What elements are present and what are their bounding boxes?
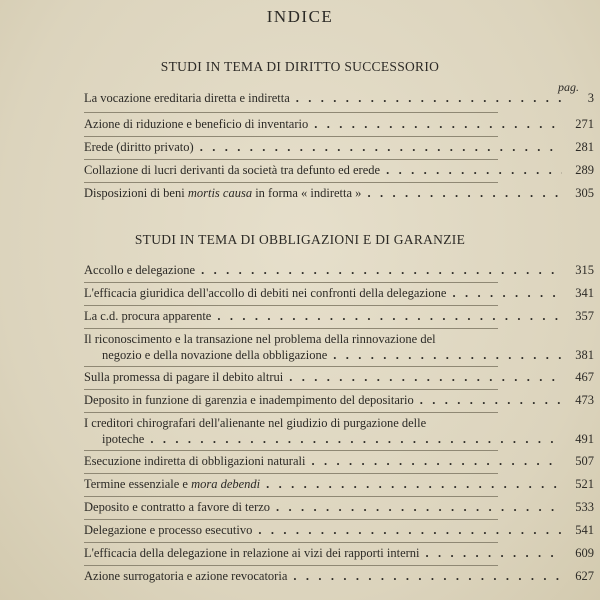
toc-entry[interactable] [84, 476, 594, 492]
toc-entry-page: 381 [575, 348, 594, 362]
section-heading-obbligazioni: STUDI IN TEMA DI OBBLIGAZIONI E DI GARANZIE [134, 232, 466, 247]
toc-entry-title-part: in forma « indiretta » [252, 186, 362, 200]
toc-entry-title [84, 476, 260, 492]
toc-entry-title: La vocazione ereditaria diretta e indiretta [84, 91, 290, 105]
toc-entry-page: 507 [575, 454, 594, 468]
toc-entry-page: 473 [575, 393, 594, 407]
toc-entry[interactable] [84, 162, 594, 178]
toc-entry[interactable] [84, 262, 594, 278]
page-title: INDICE [266, 7, 334, 26]
toc-entry-title: La c.d. procura apparente [84, 309, 212, 323]
divider [84, 412, 498, 413]
toc-entry-title-line1: Il riconoscimento e la transazione nel problema della rinnovazione del [84, 332, 436, 346]
toc-entry[interactable] [84, 415, 594, 447]
dot-leader [217, 308, 562, 324]
toc-entry-title: Azione surrogatoria e azione revocatoria [84, 569, 288, 583]
toc-entry-title-part: Termine essenziale e [84, 477, 192, 491]
toc-entry[interactable] [84, 545, 594, 561]
toc-entry-title-italic: mora debendi [191, 477, 261, 491]
divider [84, 112, 498, 113]
toc-entry[interactable] [84, 116, 594, 132]
divider [84, 305, 498, 306]
toc-entry-title: Sulla promessa di pagare il debito altrui [84, 370, 284, 384]
toc-entry-page: 627 [575, 569, 594, 583]
toc-entry[interactable] [84, 285, 594, 301]
toc-entry-page: 491 [575, 432, 594, 446]
toc-entry[interactable] [84, 90, 594, 106]
divider [84, 159, 498, 160]
toc-entry-page: 271 [575, 117, 594, 131]
toc-entry-title-part: Disposizioni di beni [84, 186, 188, 200]
toc-entry[interactable] [84, 185, 594, 201]
toc-entry-page: 305 [575, 186, 594, 200]
dot-leader [311, 453, 562, 469]
toc-entry-page: 609 [575, 546, 594, 560]
dot-leader [289, 369, 562, 385]
dot-leader [201, 262, 562, 278]
toc-entry-title-line2: negozio e della novazione della obbligazione [102, 348, 328, 362]
toc-entry[interactable] [84, 568, 594, 584]
toc-entry-title: Delegazione e processo esecutivo [84, 523, 253, 537]
divider [84, 389, 498, 390]
section-heading-successorio: STUDI IN TEMA DI DIRITTO SUCCESSORIO [160, 59, 440, 74]
divider [84, 473, 498, 474]
divider [84, 182, 498, 183]
toc-entry-page: 521 [575, 477, 594, 491]
toc-entry[interactable] [84, 453, 594, 469]
toc-entry-page: 341 [575, 286, 594, 300]
toc-entry-page: 315 [575, 263, 594, 277]
divider [84, 542, 498, 543]
dot-leader [296, 90, 562, 106]
dot-leader [314, 116, 562, 132]
toc-entry-title: Esecuzione indiretta di obbligazioni naturali [84, 454, 306, 468]
divider [84, 282, 498, 283]
toc-entry[interactable] [84, 369, 594, 385]
dot-leader [333, 347, 562, 363]
divider [84, 136, 498, 137]
toc-entry-title: Deposito e contratto a favore di terzo [84, 500, 271, 514]
toc-entry-title-italic: mortis causa [187, 186, 253, 200]
divider [84, 565, 498, 566]
dot-leader [266, 476, 562, 492]
toc-entry-title: Accollo e delegazione [84, 263, 196, 277]
toc-entry[interactable] [84, 499, 594, 515]
toc-entry-title: L'efficacia giuridica dell'accollo di debiti nei confronti della delegazione [84, 286, 447, 300]
dot-leader [367, 185, 562, 201]
divider [84, 450, 498, 451]
toc-entry-title: Erede (diritto privato) [84, 140, 194, 154]
divider [84, 496, 498, 497]
dot-leader [258, 522, 562, 538]
toc-entry[interactable] [84, 139, 594, 155]
dot-leader [293, 568, 562, 584]
toc-entry-page: 289 [575, 163, 594, 177]
toc-entry[interactable] [84, 522, 594, 538]
divider [84, 519, 498, 520]
toc-entry-title: Collazione di lucri derivanti da società tra defunto ed erede [84, 163, 381, 177]
divider [84, 328, 498, 329]
page-column-label: pag. [558, 80, 579, 94]
toc-entry[interactable] [84, 308, 594, 324]
toc-entry-page: 3 [587, 91, 594, 105]
toc-entry-title: Azione di riduzione e beneficio di inventario [84, 117, 309, 131]
dot-leader [150, 431, 562, 447]
divider [84, 366, 498, 367]
toc-entry-page: 533 [575, 500, 594, 514]
toc-entry[interactable] [84, 392, 594, 408]
toc-entry-title [84, 185, 361, 201]
toc-entry-title-line1: I creditori chirografari dell'alienante nel giudizio di purgazione delle [84, 416, 427, 430]
toc-entry-page: 467 [575, 370, 594, 384]
toc-entry-title: Deposito in funzione di garenzia e inadempimento del depositario [84, 393, 414, 407]
dot-leader [276, 499, 562, 515]
toc-entry-title: L'efficacia della delegazione in relazione ai vizi dei rapporti interni [84, 546, 420, 560]
toc-entry[interactable] [84, 331, 594, 363]
toc-entry-page: 357 [575, 309, 594, 323]
dot-leader [420, 392, 562, 408]
toc-entry-title-line2: ipoteche [102, 432, 145, 446]
toc-entry-page: 541 [575, 523, 594, 537]
toc-entry-page: 281 [575, 140, 594, 154]
dot-leader [200, 139, 562, 155]
dot-leader [426, 545, 562, 561]
dot-leader [452, 285, 562, 301]
dot-leader [386, 162, 562, 178]
